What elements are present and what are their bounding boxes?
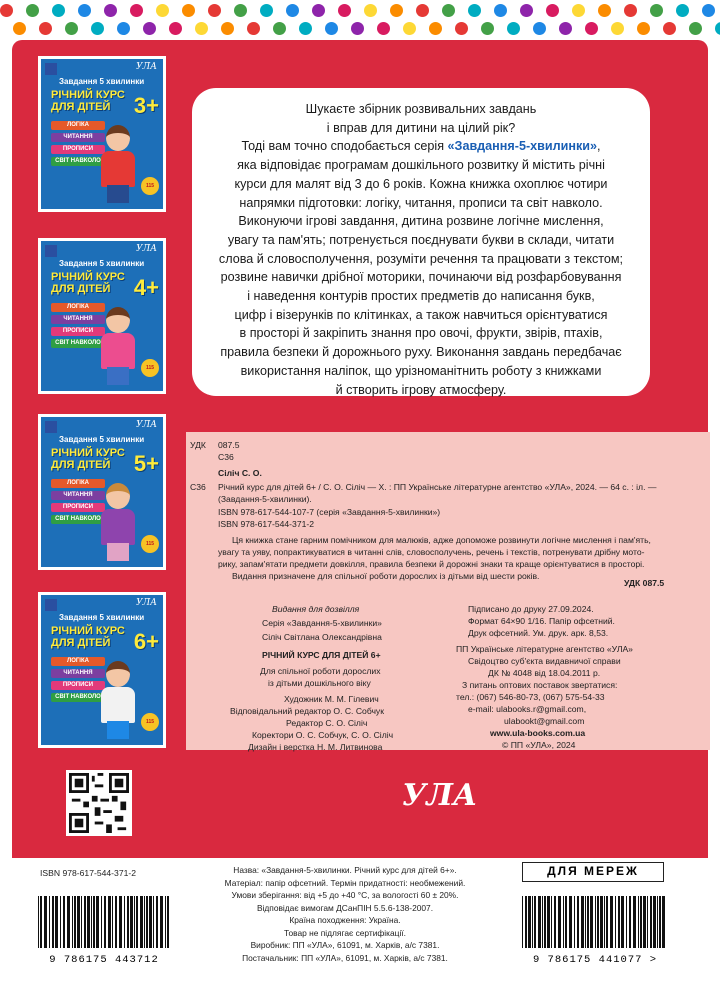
barcode-digits: 9 786175 441077 > (532, 954, 658, 966)
phone: тел.: (067) 546-80-73, (067) 575-54-33 (456, 692, 605, 702)
email: ulabookt@gmail.com (504, 716, 585, 726)
blurb-line: використання наліпок, що урізноманітнить роботу з книжками (240, 363, 602, 378)
barcode-bar (547, 896, 550, 948)
barcode-bar (38, 896, 39, 948)
email: e-mail: ulabooks.r@gmail.com, (468, 704, 587, 714)
publisher-mark-icon (45, 599, 57, 611)
blurb-line: правила безпеки й дорожнього руху. Виконання завдань передбачає (220, 345, 622, 360)
confetti-dot (572, 4, 585, 17)
barcode-bar (525, 896, 527, 948)
blurb-line: й створить ігрову атмосферу. (335, 382, 507, 397)
description-panel (192, 88, 650, 396)
print-info: Друк офсетний. Ум. друк. арк. 8,53. (468, 628, 609, 638)
barcode-bar (149, 896, 152, 948)
barcode-bar (146, 896, 148, 948)
detail-line: Постачальник: ПП «УЛА», 61091, м. Харків, а/с 7381. (242, 952, 448, 963)
publisher-mark-icon (45, 245, 57, 257)
detail-line: Товар не підлягає сертифікації. (284, 927, 406, 938)
confetti-dot (65, 22, 78, 35)
series-line: Серія «Завдання-5-хвилинки» (262, 618, 382, 628)
blurb-line: Виконуючи ігрові завдання, дитина розвине логічне мислення, (238, 214, 604, 229)
barcode-bar (87, 896, 90, 948)
confetti-dot (325, 22, 338, 35)
confetti-dot (260, 4, 273, 17)
barcode-bar (590, 896, 593, 948)
product-details (186, 864, 504, 964)
blurb-line: слова й словосполучення, розуміти речення та працювати з текстом; (218, 251, 624, 266)
confetti-dot (520, 4, 533, 17)
barcode-bar (144, 896, 145, 948)
cover-title: РІЧНИЙ КУРС ДЛЯ ДІТЕЙ (51, 89, 125, 113)
confetti-dot (650, 4, 663, 17)
dotted-border (0, 0, 720, 40)
audience: Для спільної роботи дорослих (260, 666, 381, 676)
barcode-bar (640, 896, 642, 948)
cover-tag: ЛОГІКА (51, 479, 105, 488)
confetti-dot (364, 4, 377, 17)
class-code: С36 (218, 452, 234, 462)
barcode-bar (63, 896, 65, 948)
cover-age: 6+ (133, 629, 159, 654)
confetti-dot (143, 22, 156, 35)
barcode-bar (585, 896, 586, 948)
girl-illustration (97, 307, 139, 385)
confetti-dot (247, 22, 260, 35)
confetti-dot (624, 4, 637, 17)
book-cover-4plus (38, 238, 166, 394)
confetti-dot (390, 4, 403, 17)
barcode-bar (647, 896, 648, 948)
confetti-dot (416, 4, 429, 17)
barcode-bar (115, 896, 117, 948)
cover-tag: ЧИТАННЯ (51, 669, 105, 678)
barcode-bar (84, 896, 86, 948)
audience: із дітьми дошкільного віку (268, 678, 371, 688)
barcode-bar (44, 896, 47, 948)
udk-value: 087.5 (218, 440, 240, 450)
qr-code-icon (69, 773, 129, 833)
barcode-bar (108, 896, 111, 948)
barcode-bar (569, 896, 572, 948)
blurb-line: увагу та пам'ять; потренується поєднувати букви в склади, читати (227, 232, 615, 247)
confetti-dot (611, 22, 624, 35)
cover-brand: УЛА (136, 62, 157, 72)
boy-illustration (97, 125, 139, 203)
barcode-bar (528, 896, 531, 948)
barcode-bar (595, 896, 596, 948)
detail-line: Матеріал: папір офсетний. Термін придатності: необмежений. (224, 877, 466, 888)
isbn-label: ISBN 978-617-544-371-2 (40, 868, 137, 878)
credit: Художник М. М. Гілевич (284, 694, 379, 704)
leisure-note: Видання для дозвілля (272, 604, 360, 614)
publisher: Свідоцтво суб'єкта видавничої справи (468, 656, 621, 666)
confetti-dot (403, 22, 416, 35)
barcode-bar (127, 896, 129, 948)
barcode-bar (621, 896, 624, 948)
cover-tag: ЧИТАННЯ (51, 315, 105, 324)
cover-series: Завдання 5 хвилинки (59, 77, 145, 86)
barcode-bar (93, 896, 95, 948)
confetti-dot (494, 4, 507, 17)
confetti-dot (182, 4, 195, 17)
qr-code[interactable] (66, 770, 132, 836)
confetti-dot (455, 22, 468, 35)
credit: Відповідальний редактор О. С. Собчук (230, 706, 384, 716)
confetti-dot (195, 22, 208, 35)
cover-series: Завдання 5 хвилинки (59, 435, 145, 444)
title-caps: РІЧНИЙ КУРС ДЛЯ ДІТЕЙ 6+ (262, 650, 381, 660)
barcode-bar (638, 896, 639, 948)
barcode-bar (49, 896, 50, 948)
cover-brand: УЛА (136, 420, 157, 430)
publisher-mark-icon (45, 421, 57, 433)
barcode-bar (156, 896, 158, 948)
barcode-bar (167, 896, 169, 948)
confetti-dot (442, 4, 455, 17)
barcode-bar (626, 896, 627, 948)
confetti-dot (0, 4, 13, 17)
format: Формат 64×90 1/16. Папір офсетний. (468, 616, 615, 626)
barcode-bar (615, 896, 616, 948)
confetti-dot (52, 4, 65, 17)
barcode-bar (662, 896, 665, 948)
barcode-bar (563, 896, 564, 948)
barcode-icon (36, 896, 172, 948)
author-short: Сіліч С. О. (218, 468, 262, 478)
barcode-bar (101, 896, 102, 948)
abstract: Видання призначене для спільної роботи дорослих із дітьми від шести років. (232, 571, 540, 581)
sticker-badge-icon: 115 (141, 713, 159, 731)
confetti-dot (689, 22, 702, 35)
confetti-dot (91, 22, 104, 35)
confetti-dot (39, 22, 52, 35)
book-cover-6plus (38, 592, 166, 748)
cover-tag: ПРОПИСИ (51, 681, 105, 690)
bib-description: (Завдання-5-хвилинки). (218, 494, 312, 504)
cover-tag: СВІТ НАВКОЛО (51, 693, 105, 702)
barcode-digits: 9 786175 443712 (49, 954, 159, 966)
barcode-bar (134, 896, 135, 948)
blurb-line: в просторі й закріпить знання про овочі, фрукти, звірів, птахів, (239, 326, 603, 341)
udk-right: УДК 087.5 (624, 578, 665, 588)
cover-age: 5+ (133, 451, 159, 476)
credit: Редактор С. О. Сіліч (286, 718, 368, 728)
confetti-dot (676, 4, 689, 17)
confetti-dot (130, 4, 143, 17)
detail-line: Виробник: ПП «УЛА», 61091, м. Харків, а/с 7381. (250, 940, 440, 950)
cover-tag: СВІТ НАВКОЛО (51, 157, 105, 166)
barcode-bar (554, 896, 556, 948)
confetti-dot (234, 4, 247, 17)
barcode-bar (60, 896, 61, 948)
barcode-bar (534, 896, 536, 948)
barcode-bar (542, 896, 543, 948)
confetti-dot (533, 22, 546, 35)
barcode-bar (153, 896, 154, 948)
confetti-dot (468, 4, 481, 17)
confetti-dot (286, 4, 299, 17)
cover-tag: СВІТ НАВКОЛО (51, 339, 105, 348)
barcode-bar (74, 896, 76, 948)
cover-title: РІЧНИЙ КУРС ДЛЯ ДІТЕЙ (51, 625, 125, 649)
author-full: Сіліч Світлана Олександрівна (262, 632, 382, 642)
barcode-bar (91, 896, 92, 948)
barcode-bar (538, 896, 541, 948)
book-cover-3plus (38, 56, 166, 212)
confetti-dot (702, 4, 715, 17)
cover-tag: ЛОГІКА (51, 121, 105, 130)
confetti-dot (481, 22, 494, 35)
barcode-bar (55, 896, 58, 948)
barcode-bar (653, 896, 656, 948)
abstract: увагу та уяву, попрактикуватися в читанні слів, словосполучень, речень і текстів, потренувати дрібну мото- (218, 547, 645, 557)
confetti-dot (715, 22, 720, 35)
barcode-bar (77, 896, 80, 948)
blurb-line: напрямки підготовки: логіку, читання, прописи та світ навколо. (239, 195, 603, 210)
imprint-panel (186, 432, 710, 750)
cover-brand: УЛА (136, 244, 157, 254)
cover-tag: ПРОПИСИ (51, 145, 105, 154)
barcode-bar (565, 896, 567, 948)
sticker-badge-icon: 115 (141, 535, 159, 553)
confetti-dot (78, 4, 91, 17)
confetti-dot (429, 22, 442, 35)
confetti-dot (338, 4, 351, 17)
confetti-dot (637, 22, 650, 35)
barcode-bar (597, 896, 599, 948)
cover-title: РІЧНИЙ КУРС ДЛЯ ДІТЕЙ (51, 447, 125, 471)
barcode-bar (160, 896, 163, 948)
cover-tag: ЛОГІКА (51, 303, 105, 312)
copyright: © ПП «УЛА», 2024 (502, 740, 576, 750)
blurb-line: і вправ для дитини на цілий рік? (326, 120, 516, 135)
cover-tag: ЧИТАННЯ (51, 133, 105, 142)
barcode-bar (558, 896, 561, 948)
barcode-bar (650, 896, 652, 948)
barcode-bar (574, 896, 575, 948)
barcode-bar (659, 896, 661, 948)
confetti-dot (117, 22, 130, 35)
barcode-bar (130, 896, 133, 948)
detail-line: Відповідає вимогам ДСанПІН 5.5.6-138-2007. (256, 902, 434, 913)
cover-age: 3+ (133, 93, 159, 118)
barcode-bar (40, 896, 42, 948)
series-name: «Завдання-5-хвилинки» (447, 139, 598, 154)
confetti-dot (377, 22, 390, 35)
confetti-dot (273, 22, 286, 35)
barcode-bar (140, 896, 143, 948)
net-label: ДЛЯ МЕРЕЖ (522, 862, 664, 882)
sticker-badge-icon: 115 (141, 177, 159, 195)
barcode-bar (629, 896, 631, 948)
udk-label: УДК (190, 440, 206, 450)
barcode-network (520, 896, 670, 966)
barcode-bar (112, 896, 113, 948)
abstract: Ця книжка стане гарним помічником для малюків, адже допоможе розвинути логічне мислення і пам'ять, (232, 535, 651, 545)
barcode-bar (551, 896, 552, 948)
blurb-line: Тоді вам точно сподобається серія «Завдання-5-хвилинки», (241, 139, 601, 154)
cover-tag: ЛОГІКА (51, 657, 105, 666)
barcode-bar (522, 896, 523, 948)
detail-line: Назва: «Завдання-5-хвилинки. Річний курс для дітей 6+». (233, 865, 457, 875)
barcode-bar (618, 896, 620, 948)
barcode-bar (600, 896, 603, 948)
barcode-bar (81, 896, 82, 948)
barcode-bar (67, 896, 70, 948)
barcode-bar (72, 896, 73, 948)
blurb-line: і наведення контурів простих предметів до написання букв, (247, 289, 595, 304)
publisher-mark-icon (45, 63, 57, 75)
cover-brand: УЛА (136, 598, 157, 608)
barcode-bar (604, 896, 605, 948)
detail-line: Умови зберігання: від +5 до +40 °С, за вологості 60 ± 20%. (231, 890, 459, 900)
barcode-bar (544, 896, 546, 948)
detail-line: Країна походження: Україна. (289, 915, 401, 925)
barcode-bar (657, 896, 658, 948)
cover-tag: ПРОПИСИ (51, 327, 105, 336)
confetti-dot (546, 4, 559, 17)
confetti-dot (559, 22, 572, 35)
barcode-bar (606, 896, 608, 948)
barcode-bar (104, 896, 106, 948)
barcode-bar (532, 896, 533, 948)
confetti-dot (312, 4, 325, 17)
isbn-book: ISBN 978-617-544-371-2 (218, 519, 315, 529)
barcode-bar (587, 896, 589, 948)
abstract: рику, запам'ятати предмети довкілля, правила безпеки й дорожні знаки та краще орієнтуватися в просторі. (218, 559, 645, 569)
confetti-dot (507, 22, 520, 35)
confetti-dot (299, 22, 312, 35)
confetti-dot (663, 22, 676, 35)
cover-tag: СВІТ НАВКОЛО (51, 515, 105, 524)
barcode-book (36, 896, 172, 966)
barcode-bar (124, 896, 125, 948)
confetti-dot (585, 22, 598, 35)
book-cover-5plus (38, 414, 166, 570)
confetti-dot (26, 4, 39, 17)
boy-illustration (97, 661, 139, 739)
barcode-bar (643, 896, 646, 948)
confetti-dot (104, 4, 117, 17)
barcode-bar (136, 896, 138, 948)
publisher-logo: УЛА (402, 778, 478, 813)
confetti-dot (208, 4, 221, 17)
barcode-bar (581, 896, 584, 948)
cover-age: 4+ (133, 275, 159, 300)
credit: Дизайн і верстка Н. М. Литвинова (248, 742, 383, 752)
website-link[interactable]: www.ula-books.com.ua (490, 728, 586, 738)
confetti-dot (351, 22, 364, 35)
bib-description: Річний курс для дітей 6+ / С. О. Сіліч — Х. : ПП Українське літературне агентство «УЛА», 2024. — 64 с. : іл. — (218, 482, 657, 492)
wholesale-note: З питань оптових поставок звертатися: (462, 680, 618, 690)
confetti-dot (169, 22, 182, 35)
cover-tag: ПРОПИСИ (51, 503, 105, 512)
barcode-bar (610, 896, 613, 948)
confetti-dot (156, 4, 169, 17)
publisher: ПП Українське літературне агентство «УЛА» (456, 644, 633, 654)
credit: Коректори О. С. Собчук, С. О. Сіліч (252, 730, 394, 740)
blurb-line: курси для малят від 3 до 6 років. Кожна книжка охоплює чотири (234, 176, 608, 191)
sticker-badge-icon: 115 (141, 359, 159, 377)
girl-illustration (97, 483, 139, 561)
barcode-bar (52, 896, 54, 948)
publisher: ДК № 4048 від 18.04.2011 р. (488, 668, 601, 678)
barcode-bar (119, 896, 122, 948)
signed-date: Підписано до друку 27.09.2024. (468, 604, 594, 614)
barcode-icon (520, 896, 670, 948)
cover-series: Завдання 5 хвилинки (59, 613, 145, 622)
cover-title: РІЧНИЙ КУРС ДЛЯ ДІТЕЙ (51, 271, 125, 295)
confetti-dot (13, 22, 26, 35)
blurb-line: Шукаєте збірник розвивальних завдань (305, 102, 537, 116)
blurb-line: розвине навички дрібної моторики, починаючи від розфарбовування (220, 270, 622, 285)
barcode-bar (577, 896, 579, 948)
isbn-series: ISBN 978-617-544-107-7 (серія «Завдання-5-хвилинки») (218, 507, 441, 517)
class-code: С36 (190, 482, 206, 492)
confetti-dot (221, 22, 234, 35)
barcode-bar (96, 896, 99, 948)
blurb-line: цифр і візерунків по клітинках, а також навчиться орієнтуватися (234, 307, 608, 322)
confetti-dot (598, 4, 611, 17)
barcode-bar (633, 896, 636, 948)
blurb-line: яка відповідає програмам дошкільного розвитку й містить річні (237, 158, 605, 173)
barcode-bar (165, 896, 166, 948)
cover-series: Завдання 5 хвилинки (59, 259, 145, 268)
cover-tag: ЧИТАННЯ (51, 491, 105, 500)
